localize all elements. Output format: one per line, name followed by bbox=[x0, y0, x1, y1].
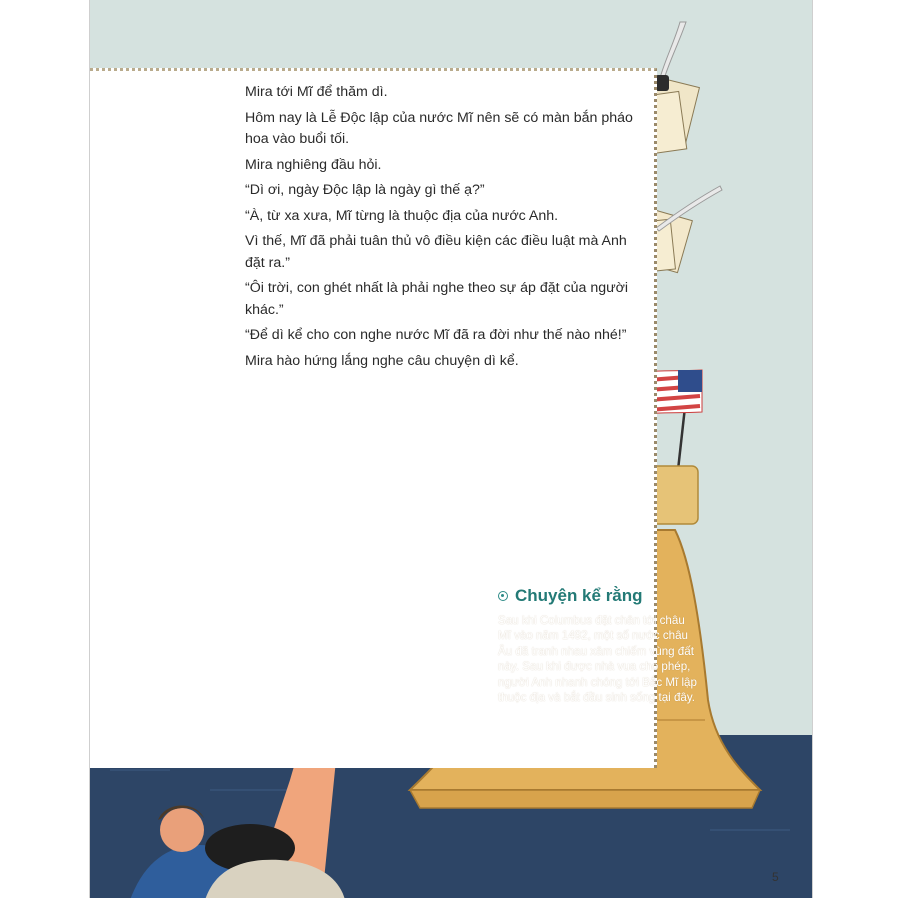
info-title: Chuyện kể rằng bbox=[515, 586, 643, 605]
page-number: 5 bbox=[772, 870, 779, 884]
info-box bbox=[498, 588, 698, 706]
story-paragraph: Hôm nay là Lễ Độc lập của nước Mĩ nên sẽ có màn bắn pháo hoa vào buổi tối. bbox=[245, 109, 633, 147]
story-paragraph: Mira tới Mĩ để thăm dì. bbox=[245, 84, 388, 100]
info-text: Sau khi Columbus đặt chân tới châu Mĩ vào năm 1492, một số nước châu Âu đã tranh nhau xâm chiếm vùng đất này. Sau khi được nhà vua cho phép, người Anh nhanh chóng tới Bắc Mĩ lập thuộc địa và bắt đầu sinh sống tại đây. bbox=[498, 613, 697, 704]
info-title-row bbox=[498, 588, 698, 604]
circle-bullet-icon bbox=[498, 591, 508, 601]
story-paragraph: Mira nghiêng đầu hỏi. bbox=[245, 156, 382, 173]
story-text bbox=[245, 82, 640, 376]
story-paragraph: “Để dì kể cho con nghe nước Mĩ đã ra đời như thế nào nhé!” bbox=[245, 327, 627, 343]
story-paragraph: “Ôi trời, con ghét nhất là phải nghe theo sự áp đặt của người khác.” bbox=[245, 280, 629, 318]
story-paragraph: Mira hào hứng lắng nghe câu chuyện dì kể. bbox=[245, 352, 519, 369]
story-paragraph: “Dì ơi, ngày Độc lập là ngày gì thế ạ?” bbox=[245, 182, 485, 198]
story-paragraph: “À, từ xa xưa, Mĩ từng là thuộc địa của nước Anh. bbox=[245, 207, 559, 224]
book-page bbox=[89, 0, 813, 898]
story-paragraph: Vì thế, Mĩ đã phải tuân thủ vô điều kiện các điều luật mà Anh đặt ra.” bbox=[245, 233, 627, 271]
